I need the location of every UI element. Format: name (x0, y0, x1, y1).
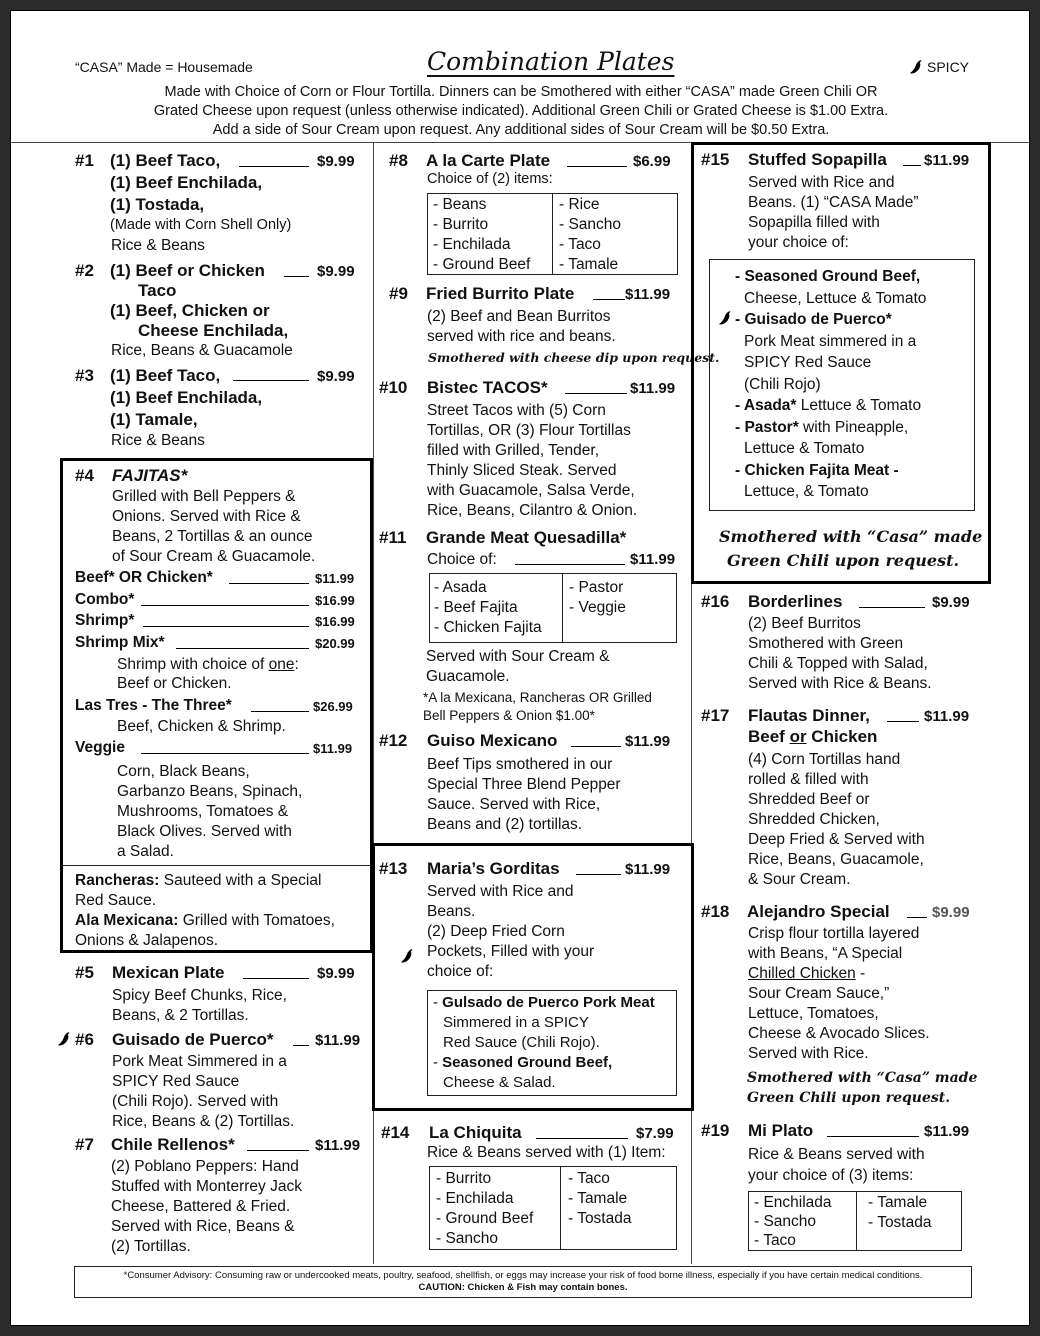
menu-text: Beef or Chicken. (117, 675, 232, 692)
menu-text: $11.99 (625, 286, 671, 303)
menu-text: #16 (701, 592, 730, 611)
menu-text: #17 (701, 706, 730, 725)
menu-text: - Taco (568, 1170, 610, 1187)
menu-text: Choice of (2) items: (427, 171, 553, 187)
menu-text: $11.99 (315, 1137, 361, 1154)
menu-text: (1) Beef, Chicken or (110, 301, 270, 320)
menu-text: (1) Beef Taco, (110, 366, 221, 385)
menu-text: Seasoned Ground Beef, (442, 1054, 613, 1071)
menu-text: - Ground Beef (433, 256, 531, 273)
menu-element (735, 266, 926, 503)
menu-text: Pockets, Filled with your (427, 943, 595, 960)
menu-text: $9.99 (932, 904, 970, 921)
menu-text: Rice & Beans (111, 237, 205, 254)
fajita-option: Shrimp Mix* (75, 634, 165, 651)
menu-text: Rice, Beans & Guacamole (111, 342, 293, 359)
menu-text: CAUTION: Chicken & Fish may contain bones. (418, 1282, 628, 1293)
menu-text: Chili & Topped with Salad, (748, 655, 928, 672)
menu-text: #4 (75, 466, 94, 485)
menu-text: $11.99 (924, 708, 970, 725)
menu-element (907, 917, 927, 918)
menu-text: Cheese Enchilada, (138, 321, 289, 340)
menu-element (293, 1045, 309, 1046)
menu-element (436, 1169, 533, 1249)
menu-text: Grilled with Bell Peppers & (112, 488, 296, 505)
menu-element (117, 762, 302, 862)
menu-text: $9.99 (317, 965, 355, 982)
menu-text: - Tostada (868, 1214, 932, 1231)
menu-text: - Tamale (559, 256, 619, 273)
menu-text: - Seasoned Ground Beef, (735, 268, 921, 285)
menu-text: $11.99 (625, 733, 671, 750)
menu-element (75, 871, 335, 891)
menu-text: - Beef Fajita (434, 599, 518, 616)
menu-text: Flautas Dinner, (748, 706, 870, 725)
menu-text: Shredded Beef or (748, 791, 870, 808)
menu-text: Served with Rice and (748, 174, 895, 191)
menu-text: (2) Poblano Peppers: Hand (111, 1158, 299, 1175)
menu-text: Corn, Black Beans, (117, 763, 250, 780)
menu-element (141, 753, 309, 754)
menu-text: Mushrooms, Tomatoes & (117, 803, 289, 820)
menu-text: filled with Grilled, Tender, (427, 442, 600, 459)
menu-text: #13 (379, 859, 408, 878)
menu-text: Sauce. Served with Rice, (427, 796, 601, 813)
menu-text: A la Carte Plate (426, 151, 551, 170)
menu-text: Borderlines (748, 592, 843, 611)
menu-text: Smothered with cheese dip upon request. (428, 350, 720, 365)
menu-element (560, 1166, 561, 1250)
menu-text: (1) Beef Enchilada, (110, 388, 263, 407)
menu-text: Red Sauce. (75, 892, 156, 909)
menu-text: #10 (379, 378, 408, 397)
menu-text: Sauteed with a Special (159, 872, 322, 889)
menu-text: Spicy Beef Chunks, Rice, (112, 987, 287, 1004)
menu-text: Garbanzo Beans, Spinach, (117, 783, 303, 800)
menu-element (593, 299, 625, 300)
menu-text: Maria’s Gorditas (427, 859, 560, 878)
menu-element (427, 882, 594, 982)
menu-element (748, 727, 877, 747)
menu-text: choice of: (427, 963, 494, 980)
menu-text: Served with Rice, Beans & (111, 1218, 295, 1235)
menu-text: with Beans, “A Special (748, 945, 903, 962)
menu-element (141, 605, 309, 606)
menu-element (576, 874, 621, 875)
menu-text: Chile Rellenos* (111, 1135, 235, 1154)
menu-text: Cheese, Lettuce & Tomato (744, 289, 927, 307)
menu-text: & Sour Cream. (748, 871, 851, 888)
menu-text: Sour Cream Sauce,” (748, 985, 890, 1002)
menu-element (568, 1169, 631, 1229)
menu-text: FAJITAS* (112, 466, 188, 485)
menu-text: Guiso Mexicano (427, 731, 558, 750)
menu-text: Rice & Beans (111, 432, 205, 449)
menu-text: #12 (379, 731, 408, 750)
menu-text: - Sancho (559, 216, 622, 233)
menu-text: Chilled Chicken (748, 965, 856, 982)
menu-text: (Chili Rojo). Served with (112, 1093, 279, 1110)
spicy-label: SPICY (927, 59, 970, 75)
menu-text: Street Tacos with (5) Corn (427, 402, 606, 419)
menu-element (565, 393, 627, 394)
menu-text: Lettuce & Tomato (796, 397, 922, 414)
menu-text: Cheese & Salad. (443, 1074, 556, 1091)
menu-element (747, 1068, 977, 1108)
menu-text: Lettuce, & Tomato (744, 483, 869, 500)
menu-text: Sopapilla filled with (748, 214, 880, 231)
menu-text: $11.99 (625, 861, 671, 878)
menu-element (567, 166, 627, 167)
fajita-option: Shrimp* (75, 612, 135, 629)
menu-element (112, 1052, 294, 1132)
menu-text: - Rice (559, 196, 600, 213)
menu-text: Pork Meat simmered in a (744, 332, 917, 350)
menu-text: Beans and (2) tortillas. (427, 816, 583, 833)
chili-pepper-icon (909, 59, 923, 75)
menu-text: of Sour Cream & Guacamole. (112, 548, 316, 565)
menu-text: Bistec TACOS* (427, 378, 548, 397)
menu-element: - Seasoned Ground Beef, (433, 1054, 613, 1071)
menu-element (117, 656, 299, 674)
menu-element (748, 750, 925, 890)
menu-text: Beef, Chicken & Shrimp. (117, 718, 286, 735)
menu-text: your choice of (3) items: (748, 1167, 914, 1184)
menu-text: $9.99 (317, 153, 355, 170)
menu-text: #1 (75, 151, 94, 170)
menu-text: Guisado de Puerco* (112, 1030, 274, 1049)
menu-text: (Chili Rojo) (744, 375, 821, 393)
menu-element (427, 307, 616, 347)
menu-text: Stuffed Sopapilla (748, 150, 887, 169)
menu-text: $11.99 (630, 551, 676, 568)
intro-text (71, 83, 971, 140)
menu-element (856, 1191, 857, 1251)
menu-element (233, 380, 309, 381)
menu-text: Add a side of Sour Cream upon request. Any additional sides of Sour Cream will be $0.50 Extra. (212, 122, 830, 138)
menu-text: - Sancho (436, 1230, 499, 1247)
menu-text: - Tamale (868, 1194, 928, 1211)
menu-text: Mexican Plate (112, 963, 225, 982)
menu-text: - Pastor (569, 579, 624, 596)
menu-text: Grande Meat Quesadilla* (426, 528, 627, 547)
menu-text: - Enchilada (436, 1190, 514, 1207)
menu-text: Bell Peppers & Onion $1.00* (423, 708, 595, 723)
menu-text: Beef Tips smothered in our (427, 756, 613, 773)
menu-text: $26.99 (313, 699, 353, 714)
menu-text: or (789, 727, 807, 746)
menu-element (247, 1150, 309, 1151)
menu-text: Grated Cheese upon request (unless otherwise indicated). Additional Green Chili or Grated Cheese is $1.00 Extra. (153, 103, 889, 119)
menu-text: Onions & Jalapenos. (75, 932, 219, 949)
menu-text: Beans, 2 Tortillas & an ounce (112, 528, 313, 545)
menu-text: Deep Fried & Served with (748, 831, 925, 848)
menu-text: $11.99 (315, 1032, 361, 1049)
menu-text: Simmered in a SPICY (443, 1014, 589, 1031)
menu-text: - Burrito (433, 216, 489, 233)
menu-text: #19 (701, 1121, 730, 1140)
menu-element (433, 993, 655, 1093)
menu-text: Rice & Beans served with (748, 1146, 925, 1163)
menu-text: Beans. (427, 903, 476, 920)
fajita-option: Beef* OR Chicken* (75, 569, 213, 586)
menu-text: your choice of: (748, 234, 849, 251)
menu-text: #15 (701, 150, 730, 169)
menu-text: Rice, Beans & (2) Tortillas. (112, 1113, 295, 1130)
menu-page (10, 10, 1030, 1326)
menu-text: #7 (75, 1135, 94, 1154)
menu-element (111, 1157, 302, 1257)
menu-text: Smothered with “Casa” made (719, 527, 983, 546)
menu-text: - Chicken Fajita (434, 619, 542, 636)
menu-text: Served with Rice. (748, 1045, 869, 1062)
menu-text: Thinly Sliced Steak. Served (427, 462, 617, 479)
menu-text: SPICY Red Sauce (744, 354, 872, 371)
menu-text: Taco (138, 281, 177, 300)
menu-text: (1) Beef or Chicken (110, 261, 265, 280)
menu-element (903, 165, 921, 166)
menu-text: #9 (389, 284, 408, 303)
menu-element (515, 564, 625, 565)
menu-element (868, 1193, 931, 1233)
chili-pepper-icon (57, 1031, 71, 1047)
menu-element (284, 276, 309, 277)
menu-text: Lettuce & Tomato (744, 440, 865, 457)
menu-text: - Sancho (754, 1213, 817, 1230)
menu-text: : (294, 656, 299, 673)
menu-element (243, 978, 309, 979)
menu-text: $9.99 (932, 594, 970, 611)
menu-text: - Asada (434, 579, 487, 596)
menu-element (859, 607, 925, 608)
menu-text: Green Chili upon request. (726, 551, 960, 570)
menu-text: Served with Sour Cream & (426, 648, 610, 665)
menu-element (433, 195, 530, 275)
menu-text: - Burrito (436, 1170, 492, 1187)
menu-text: with Pineapple, (798, 418, 909, 436)
menu-text: (1) Tamale, (110, 410, 198, 429)
menu-text: #2 (75, 261, 94, 280)
menu-element (75, 911, 335, 931)
menu-text: #3 (75, 366, 94, 385)
menu-element (427, 401, 637, 521)
advisory-text (77, 1270, 969, 1294)
menu-text: Stuffed with Monterrey Jack (111, 1178, 302, 1195)
menu-text: #8 (389, 151, 408, 170)
menu-text: - Taco (754, 1232, 796, 1249)
menu-element (434, 578, 542, 638)
menu-text: (Made with Corn Shell Only) (110, 217, 292, 233)
menu-text: one (268, 656, 295, 673)
menu-text: Rice & Beans served with (1) Item: (427, 1144, 666, 1161)
menu-text: with Guacamole, Salsa Verde, (427, 482, 635, 499)
menu-text: Grilled with Tomatoes, (178, 912, 335, 929)
menu-text: Fried Burrito Plate (426, 284, 575, 303)
menu-element (427, 755, 621, 835)
menu-text: Green Chili upon request. (747, 1090, 951, 1106)
menu-text: $9.99 (317, 263, 355, 280)
menu-text: - Ground Beef (436, 1210, 534, 1227)
chili-pepper-icon (400, 948, 414, 964)
menu-element (552, 193, 553, 275)
menu-element (748, 964, 930, 984)
menu-text: SPICY Red Sauce (112, 1073, 240, 1090)
menu-text: - Enchilada (754, 1194, 832, 1211)
menu-text: Black Olives. Served with (117, 823, 292, 840)
menu-text: Gulsado de Puerco Pork Meat (442, 994, 655, 1011)
menu-text: - Enchilada (433, 236, 511, 253)
menu-element (735, 395, 926, 417)
menu-element (112, 986, 287, 1026)
menu-text: #11 (379, 528, 407, 547)
menu-text: $7.99 (636, 1125, 674, 1142)
menu-text: Cheese, Battered & Fried. (111, 1198, 291, 1215)
casa-note: “CASA” Made = Housemade (75, 59, 253, 75)
menu-text: Guacamole. (426, 668, 510, 685)
menu-text: a Salad. (117, 843, 174, 860)
menu-element (176, 648, 309, 649)
menu-text: Crisp flour tortilla layered (748, 925, 920, 942)
menu-element (251, 711, 309, 712)
fajitas-box-divider (63, 865, 370, 866)
menu-text: Alejandro Special (747, 902, 890, 921)
menu-element (571, 746, 621, 747)
menu-text: $11.99 (924, 152, 970, 169)
menu-text: Pork Meat Simmered in a (112, 1053, 287, 1070)
menu-text: $11.99 (315, 571, 355, 586)
menu-text: Choice of: (427, 551, 497, 568)
menu-element (112, 487, 315, 567)
chili-pepper-icon (718, 310, 732, 326)
menu-text: La Chiquita (429, 1123, 522, 1142)
menu-text: Shrimp with choice of (117, 656, 269, 673)
menu-text: (1) Beef Taco, (110, 151, 221, 170)
menu-element (559, 195, 621, 275)
menu-text: Beans. (1) “CASA Made” (748, 194, 919, 211)
menu-text: Special Three Blend Pepper (427, 776, 621, 793)
menu-text: Smothered with Green (748, 635, 904, 652)
menu-text: (2) Deep Fried Corn (427, 923, 565, 940)
menu-text: Rancheras: (75, 872, 160, 889)
menu-text: Served with Rice and (427, 883, 574, 900)
menu-text: (2) Tortillas. (111, 1238, 191, 1255)
menu-text: Mi Plato (748, 1121, 814, 1140)
menu-text: - Pastor* (735, 418, 799, 436)
menu-text: - (855, 965, 866, 982)
menu-text: - Chicken Fajita Meat - (735, 461, 899, 479)
menu-text: Chicken (806, 727, 878, 746)
menu-text: $9.99 (317, 368, 355, 385)
menu-text: Ala Mexicana: (75, 912, 179, 929)
menu-element (748, 924, 930, 1064)
menu-text: Veggie (75, 739, 125, 756)
menu-text: - Tamale (568, 1190, 628, 1207)
menu-element (827, 1136, 919, 1137)
menu-text: Rice, Beans, Cilantro & Onion. (427, 502, 638, 519)
menu-element: - Gulsado de Puerco Pork Meat (433, 994, 655, 1011)
menu-text: Beef (748, 727, 790, 746)
page-title: Combination Plates (427, 47, 675, 76)
menu-text: served with rice and beans. (427, 328, 616, 345)
menu-text: Served with Rice & Beans. (748, 675, 932, 692)
menu-text: (1) Tostada, (110, 195, 205, 214)
menu-element (143, 626, 309, 627)
menu-element (562, 573, 563, 643)
menu-text: Smothered with “Casa” made (747, 1070, 978, 1086)
menu-text: (2) Beef and Bean Burritos (427, 308, 611, 325)
menu-text: $16.99 (315, 614, 355, 629)
menu-text: #6 (75, 1030, 94, 1049)
menu-text: - Guisado de Puerco* (735, 311, 892, 328)
menu-element (719, 525, 983, 573)
fajita-option: Combo* (75, 591, 135, 608)
menu-element (887, 721, 919, 722)
menu-text: (4) Corn Tortillas hand (748, 751, 901, 768)
menu-text: Onions. Served with Rice & (112, 508, 301, 525)
menu-text: Tortillas, OR (3) Flour Tortillas (427, 422, 631, 439)
menu-element (536, 1138, 628, 1139)
menu-text: $11.99 (630, 380, 676, 397)
menu-text: $11.99 (924, 1123, 970, 1140)
menu-text: #18 (701, 902, 730, 921)
menu-text: *Consumer Advisory: Consuming raw or undercooked meats, poultry, seafood, shellfish, or eggs may increase your risk of food borne illness, especially if you have certain medical conditions. (123, 1270, 923, 1281)
menu-text: Lettuce, Tomatoes, (748, 1005, 879, 1022)
menu-text: Cheese & Avocado Slices. (748, 1025, 930, 1042)
menu-text: $6.99 (633, 153, 671, 170)
menu-text: $11.99 (313, 741, 353, 756)
menu-element (426, 647, 610, 687)
menu-text: - Tostada (568, 1210, 632, 1227)
menu-text: Rice, Beans, Guacamole, (748, 851, 924, 868)
menu-element (754, 1193, 832, 1250)
menu-text: rolled & filled with (748, 771, 869, 788)
menu-text: Made with Choice of Corn or Flour Tortilla. Dinners can be Smothered with either “CASA” made Green Chili OR (164, 84, 878, 100)
menu-text: (1) Beef Enchilada, (110, 173, 263, 192)
menu-element (239, 166, 309, 167)
menu-text: Beans, & 2 Tortillas. (112, 1007, 249, 1024)
menu-text: - Taco (559, 236, 601, 253)
menu-element (75, 871, 335, 951)
menu-element (423, 689, 652, 725)
menu-element (735, 417, 926, 439)
menu-element (229, 583, 309, 584)
menu-text: $16.99 (315, 593, 355, 608)
menu-text: *A la Mexicana, Rancheras OR Grilled (423, 690, 652, 705)
menu-text: (2) Beef Burritos (748, 615, 861, 632)
menu-element (748, 173, 919, 253)
menu-text: $20.99 (315, 636, 355, 651)
menu-text: - Beans (433, 196, 487, 213)
menu-element (748, 614, 932, 694)
menu-text: - Veggie (569, 599, 626, 616)
menu-element (748, 1144, 925, 1186)
menu-text: Las Tres - The Three* (75, 697, 232, 714)
menu-element (569, 578, 626, 618)
menu-text: #14 (381, 1123, 410, 1142)
menu-text: Red Sauce (Chili Rojo). (443, 1034, 600, 1051)
menu-text: - Asada* (735, 397, 797, 414)
menu-text: Shredded Chicken, (748, 811, 880, 828)
menu-text: #5 (75, 963, 94, 982)
